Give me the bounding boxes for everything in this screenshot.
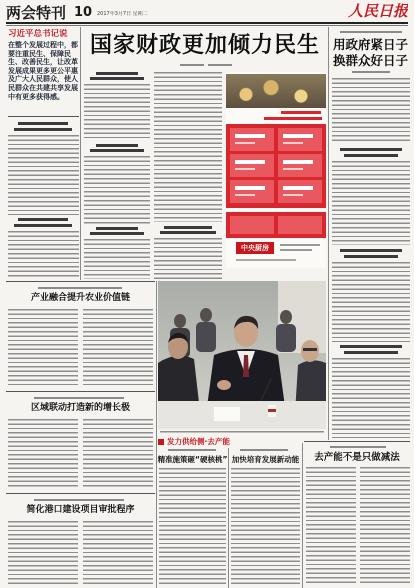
article-body-text bbox=[84, 84, 150, 140]
story-headline: 加快培育发展新动能 bbox=[231, 455, 300, 464]
topic-label-text: 发力供给侧·去产能 bbox=[167, 437, 230, 446]
subheading-lines bbox=[18, 122, 68, 125]
speaker-attribution bbox=[168, 449, 216, 451]
article-body-text bbox=[154, 72, 222, 222]
story-headline: 去产能不是只做减法 bbox=[314, 452, 400, 463]
infographic-credit-lines bbox=[280, 244, 320, 246]
article-body-text bbox=[154, 238, 222, 279]
story-headline: 产业融合提升农业价值链 bbox=[30, 293, 130, 303]
subheading-lines bbox=[14, 128, 72, 131]
byline bbox=[180, 64, 204, 66]
story-headline: 简化港口建设项目审批程序 bbox=[26, 505, 135, 515]
subheading-lines bbox=[344, 351, 398, 354]
subheading-lines bbox=[18, 218, 68, 221]
subheading-lines bbox=[96, 144, 138, 147]
subheading-lines bbox=[14, 224, 72, 227]
subheading-lines bbox=[160, 231, 216, 234]
subheading-lines bbox=[164, 226, 212, 229]
article-body-text bbox=[8, 521, 78, 585]
topic-label bbox=[158, 437, 298, 447]
subheading-lines bbox=[90, 77, 144, 80]
article-body-text bbox=[332, 78, 410, 144]
subheading-lines bbox=[344, 255, 398, 258]
page-number: 10 bbox=[74, 5, 93, 20]
infographic bbox=[226, 72, 326, 268]
kicker-line bbox=[340, 31, 402, 33]
column-rule bbox=[80, 27, 81, 280]
article-body-text bbox=[84, 239, 150, 279]
section-title: 两会特刊 bbox=[6, 4, 67, 22]
header-rule-thin bbox=[6, 25, 408, 26]
photo-illustration bbox=[158, 281, 326, 429]
section-rule bbox=[6, 391, 155, 392]
infographic-cell bbox=[230, 216, 274, 234]
speaker-attribution bbox=[38, 287, 122, 289]
infographic-cell bbox=[230, 154, 274, 177]
infographic-figure-grid bbox=[226, 124, 326, 208]
story-headline: 精准施策砸“硬核桃” bbox=[157, 455, 228, 464]
article-body-text bbox=[360, 467, 410, 586]
quote-heading: 习近平总书记说 bbox=[8, 29, 68, 39]
photo-caption bbox=[160, 431, 324, 434]
column-rule bbox=[228, 448, 229, 588]
label-marker bbox=[158, 439, 164, 445]
article-body-text bbox=[84, 156, 150, 224]
article-body-text bbox=[83, 309, 153, 387]
infographic-cell bbox=[278, 128, 322, 151]
main-headline: 国家财政更加倾力民生 bbox=[89, 33, 320, 58]
infographic-cell bbox=[230, 180, 274, 203]
speaker-attribution bbox=[34, 499, 124, 501]
subheading-lines bbox=[340, 345, 402, 348]
article-body-text bbox=[8, 419, 78, 489]
article-body-text bbox=[332, 161, 410, 245]
infographic-credit-lines bbox=[280, 249, 312, 251]
news-photo-deputy-speaking bbox=[158, 281, 326, 429]
subheading-lines bbox=[344, 154, 398, 157]
section-rule bbox=[304, 441, 410, 442]
article-body-text bbox=[83, 419, 153, 489]
masthead-logo: 人民日报 bbox=[347, 2, 408, 20]
byline bbox=[352, 71, 390, 73]
byline bbox=[208, 64, 232, 66]
infographic-cell bbox=[230, 128, 274, 151]
story-headline: 区域联动打造新的增长极 bbox=[30, 403, 130, 413]
subheading-lines bbox=[340, 148, 402, 151]
speaker-attribution bbox=[330, 446, 386, 448]
speaker-attribution bbox=[240, 449, 288, 451]
infographic-title-lines bbox=[264, 117, 322, 120]
article-body-text bbox=[8, 135, 79, 215]
article-body-text bbox=[83, 521, 153, 585]
article-body-text bbox=[159, 468, 226, 586]
column-rule bbox=[328, 27, 329, 440]
quote-text: 在整个发展过程中，都要注重民生、保障民生、改善民生，让改革发展成果更多更公平惠及广大人民群众，使人民群众在共建共享发展中有更多获得感。 bbox=[8, 41, 78, 101]
article-body-text bbox=[8, 231, 79, 279]
conference-table bbox=[158, 401, 326, 429]
article-body-text bbox=[332, 262, 410, 342]
infographic-policy-band bbox=[226, 212, 326, 238]
subheading-lines bbox=[96, 72, 138, 75]
infographic-coins-image bbox=[226, 74, 326, 108]
article-body-text bbox=[8, 309, 78, 387]
papers bbox=[214, 407, 240, 421]
subheading-lines bbox=[96, 227, 138, 230]
article-body-text bbox=[306, 467, 356, 586]
right-headline-line-2: 换群众好日子 bbox=[332, 53, 408, 68]
section-rule bbox=[6, 281, 155, 282]
column-rule bbox=[302, 443, 303, 588]
section-rule bbox=[6, 493, 155, 494]
infographic-cell bbox=[278, 180, 322, 203]
subheading-lines bbox=[340, 249, 402, 252]
speaker-attribution bbox=[34, 397, 124, 399]
subheading-lines bbox=[90, 232, 144, 235]
article-body-text bbox=[332, 358, 410, 438]
column-rule bbox=[156, 281, 157, 588]
subheading-lines bbox=[90, 149, 144, 152]
article-body-text bbox=[231, 468, 300, 586]
infographic-cell bbox=[278, 216, 322, 234]
infographic-cell bbox=[278, 154, 322, 177]
header-rule bbox=[6, 22, 408, 24]
issue-date: 2017年3月7日 星期二 bbox=[97, 11, 148, 17]
central-kitchen-badge: 中央厨房 bbox=[236, 242, 274, 254]
infographic-credit-lines bbox=[236, 259, 296, 261]
right-headline-line-1: 用政府紧日子 bbox=[332, 37, 408, 52]
quote-separator bbox=[8, 116, 79, 117]
infographic-title-lines bbox=[281, 111, 321, 114]
